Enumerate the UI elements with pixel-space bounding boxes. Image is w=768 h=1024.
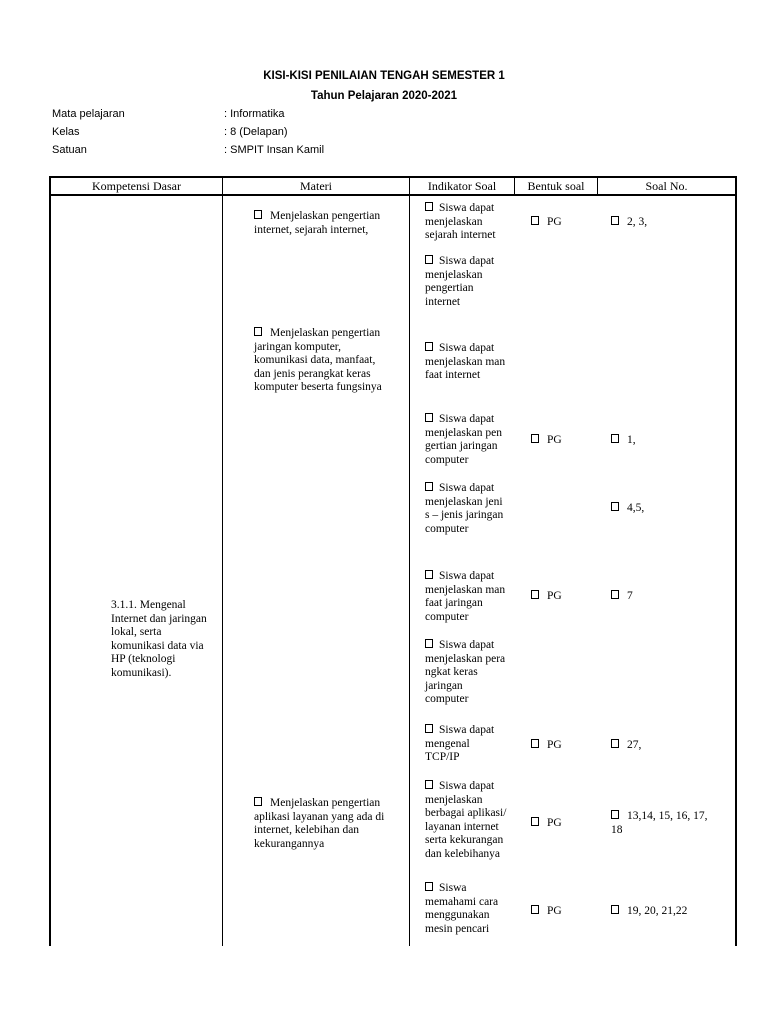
bentuk-item-4: PG	[531, 739, 595, 753]
header-bentuk-soal: Bentuk soal	[527, 179, 585, 193]
bentuk-item-3: PG	[531, 590, 595, 604]
header-soal-no: Soal No.	[645, 179, 688, 193]
info-value-class: : 8 (Delapan)	[224, 126, 288, 138]
checkbox-icon	[611, 216, 619, 225]
checkbox-icon	[531, 905, 539, 914]
checkbox-icon	[254, 210, 262, 219]
checkbox-icon	[611, 739, 619, 748]
soal-item-6: 13,14, 15, 16, 17, 18	[611, 810, 708, 836]
checkbox-icon	[425, 482, 433, 491]
checkbox-icon	[425, 780, 433, 789]
header-materi: Materi	[300, 179, 332, 193]
indikator-item-9: Siswa dapat menjelaskan berbagai aplikasi/ layanan internet serta kekurangan dan kelebihanya	[425, 780, 507, 860]
checkbox-icon	[425, 570, 433, 579]
checkbox-icon	[425, 882, 433, 891]
checkbox-icon	[531, 216, 539, 225]
header-kompetensi-dasar: Kompetensi Dasar	[92, 179, 181, 193]
checkbox-icon	[531, 590, 539, 599]
checkbox-icon	[611, 502, 619, 511]
indikator-item-1: Siswa dapat menjelaskan sejarah internet	[425, 202, 496, 241]
bentuk-item-5: PG	[531, 817, 595, 831]
soal-item-7: 19, 20, 21,22	[611, 905, 733, 919]
soal-item-1: 2, 3,	[611, 216, 733, 230]
table-right-border	[735, 176, 737, 946]
checkbox-icon	[531, 739, 539, 748]
indikator-item-7: Siswa dapat menjelaskan pera ngkat keras jaringan computer	[425, 639, 506, 705]
checkbox-icon	[611, 810, 619, 819]
checkbox-icon	[425, 255, 433, 264]
indikator-item-10: Siswa memahami cara menggunakan mesin pencari	[425, 882, 499, 935]
checkbox-icon	[425, 639, 433, 648]
info-label-school: Satuan	[52, 144, 87, 156]
checkbox-icon	[425, 413, 433, 422]
checkbox-icon	[425, 724, 433, 733]
bentuk-item-2: PG	[531, 434, 595, 448]
indikator-item-3: Siswa dapat menjelaskan man faat internet	[425, 342, 506, 381]
checkbox-icon	[425, 342, 433, 351]
soal-item-2: 1,	[611, 434, 733, 448]
checkbox-icon	[254, 327, 262, 336]
info-label-class: Kelas	[52, 126, 80, 138]
soal-item-3: 4,5,	[611, 502, 733, 516]
kompetensi-dasar-text: 3.1.1. Mengenal Internet dan jaringan lokal, serta komunikasi data via HP (teknologi komunikasi).	[111, 599, 207, 679]
document-title: KISI-KISI PENILAIAN TENGAH SEMESTER 1	[263, 70, 505, 82]
header-bottom-border	[49, 194, 737, 196]
info-value-subject: : Informatika	[224, 108, 285, 120]
column-divider-2	[409, 176, 410, 946]
indikator-item-6: Siswa dapat menjelaskan man faat jaringan computer	[425, 570, 506, 623]
materi-item-2: Menjelaskan pengertian jaringan komputer, komunikasi data, manfaat, dan jenis perangkat keras komputer beserta fungsinya	[254, 327, 382, 393]
materi-item-3: Menjelaskan pengertian aplikasi layanan yang ada di internet, kelebihan dan kekurangannya	[254, 797, 385, 850]
checkbox-icon	[611, 905, 619, 914]
indikator-item-4: Siswa dapat menjelaskan pen gertian jaringan computer	[425, 413, 502, 466]
checkbox-icon	[531, 817, 539, 826]
info-value-school: : SMPIT Insan Kamil	[224, 144, 325, 156]
checkbox-icon	[425, 202, 433, 211]
soal-item-4: 7	[611, 590, 733, 604]
indikator-item-2: Siswa dapat menjelaskan pengertian internet	[425, 255, 495, 308]
bentuk-item-1: PG	[531, 216, 595, 230]
indikator-item-8: Siswa dapat mengenal TCP/IP	[425, 724, 495, 763]
info-label-subject: Mata pelajaran	[52, 108, 125, 120]
bentuk-item-6: PG	[531, 905, 595, 919]
table-left-border	[49, 176, 51, 946]
indikator-item-5: Siswa dapat menjelaskan jeni s – jenis jaringan computer	[425, 482, 504, 535]
document-subtitle: Tahun Pelajaran 2020-2021	[310, 90, 458, 102]
materi-item-1: Menjelaskan pengertian internet, sejarah internet,	[254, 210, 381, 236]
checkbox-icon	[531, 434, 539, 443]
header-indikator-soal: Indikator Soal	[427, 179, 497, 193]
column-divider-1	[222, 176, 223, 946]
checkbox-icon	[611, 590, 619, 599]
soal-item-5: 27,	[611, 739, 733, 753]
checkbox-icon	[611, 434, 619, 443]
checkbox-icon	[254, 797, 262, 806]
